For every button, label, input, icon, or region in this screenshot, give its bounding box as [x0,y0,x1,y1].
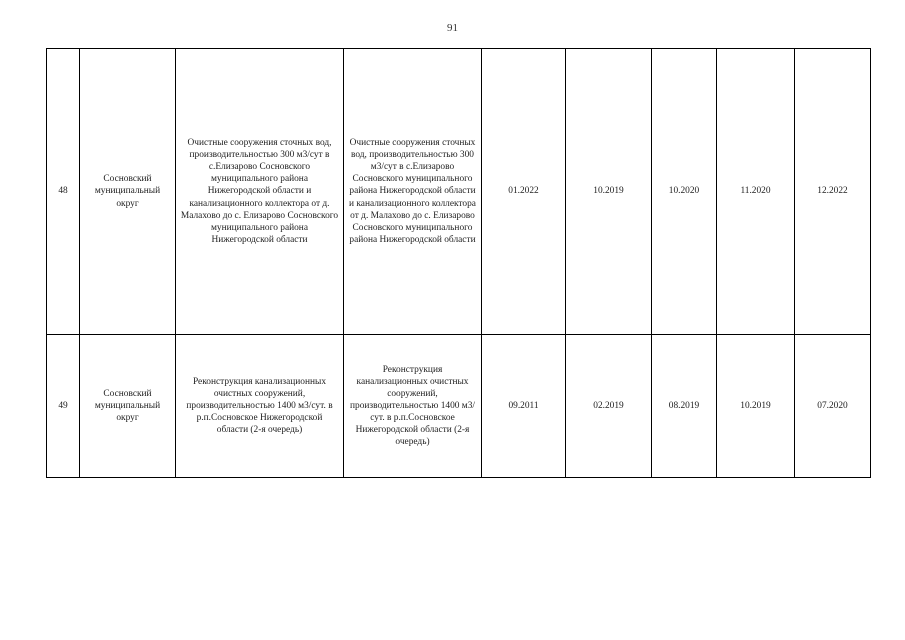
date-cell: 10.2019 [566,49,652,335]
date-cell: 10.2020 [652,49,717,335]
date-cell: 01.2022 [482,49,566,335]
object-name-cell: Очистные сооружения сточных вод, производительностью 300 м3/сут в с.Елизарово Сосновского муниципального района Нижегородской области и канализационного коллектора от д. Малахово до с. Елизарово Сосновского муниципального района Нижегородской области [176,49,344,335]
object-name-cell: Реконструкция канализационных очистных сооружений, производительностью 1400 м3/сут. в р.п.Сосновское Нижегородской области (2-я очередь) [176,335,344,478]
page-number: 91 [447,22,458,34]
projects-table [46,48,871,478]
date-cell: 08.2019 [652,335,717,478]
date-cell: 10.2019 [717,335,795,478]
date-cell: 02.2019 [566,335,652,478]
row-number: 48 [47,49,80,335]
table-row [47,49,871,335]
district-cell: Сосновский муниципальный округ [80,335,176,478]
date-cell: 09.2011 [482,335,566,478]
object-description-cell: Реконструкция канализационных очистных сооружений, производительностью 1400 м3/сут. в р.п.Сосновское Нижегородской области (2-я очередь) [344,335,482,478]
date-cell: 07.2020 [795,335,871,478]
date-cell: 12.2022 [795,49,871,335]
table-row [47,335,871,478]
district-cell: Сосновский муниципальный округ [80,49,176,335]
row-number: 49 [47,335,80,478]
date-cell: 11.2020 [717,49,795,335]
object-description-cell: Очистные сооружения сточных вод, производительностью 300 м3/сут в с.Елизарово Сосновского муниципального района Нижегородской области и канализационного коллектора от д. Малахово до с. Елизарово Сосновского муниципального района Нижегородской области [344,49,482,335]
